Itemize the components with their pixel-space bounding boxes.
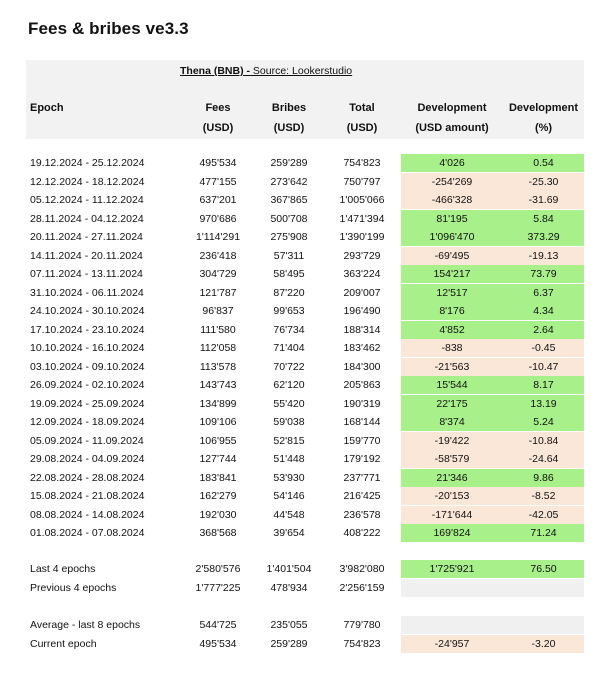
table-row — [26, 247, 584, 265]
header-dev-amount-line2: (USD amount) — [415, 122, 489, 134]
epoch-cell: 19.12.2024 - 25.12.2024 — [30, 157, 145, 169]
fees-cell: 111'580 — [200, 323, 236, 336]
total-cell: 205'863 — [343, 379, 381, 391]
dev-amount-cell: 21'346 — [401, 469, 503, 487]
table-row — [26, 524, 584, 542]
total-cell: 190'319 — [343, 397, 381, 410]
dev-pct-cell: -19.13 — [503, 247, 584, 265]
epoch-cell: 29.08.2024 - 04.09.2024 — [30, 453, 145, 465]
fees-cell: 637'201 — [199, 194, 237, 206]
source-text: Source: Lookerstudio — [250, 65, 353, 77]
fees-cell: 121'787 — [199, 286, 237, 299]
bribes-cell: 99'653 — [273, 305, 305, 317]
bribes-cell: 87'220 — [273, 286, 305, 299]
total-cell: 159'770 — [343, 434, 381, 447]
epoch-cell: Last 4 epochs — [30, 563, 96, 575]
total-cell: 2'256'159 — [339, 582, 385, 594]
dev-pct-cell: 0.54 — [503, 154, 584, 172]
epoch-cell: 26.09.2024 - 02.10.2024 — [30, 379, 145, 391]
epoch-cell: Average - last 8 epochs — [30, 619, 141, 631]
dev-amount-cell — [401, 616, 503, 634]
bribes-cell: 259'289 — [270, 638, 308, 650]
total-cell: 1'390'199 — [339, 231, 385, 243]
epoch-cell: 12.09.2024 - 18.09.2024 — [30, 416, 145, 428]
dev-pct-cell: 5.84 — [503, 210, 584, 228]
dev-amount-cell: -24'957 — [401, 635, 503, 653]
dev-pct-cell: 71.24 — [503, 524, 584, 542]
dev-amount-cell — [401, 579, 503, 597]
dev-amount-cell: 15'544 — [401, 376, 503, 394]
fees-cell: 143'743 — [199, 379, 237, 391]
total-cell: 209'007 — [343, 286, 381, 299]
dev-amount-cell: -171'644 — [401, 506, 503, 524]
fees-cell: 112'058 — [199, 342, 237, 354]
fees-cell: 544'725 — [199, 619, 237, 631]
epoch-cell: 15.08.2024 - 21.08.2024 — [30, 490, 145, 502]
bribes-cell: 273'642 — [270, 175, 308, 188]
table-row — [26, 173, 584, 191]
dev-pct-cell: 373.29 — [503, 228, 584, 246]
dev-pct-cell: -0.45 — [503, 339, 584, 357]
epoch-cell: 07.11.2024 - 13.11.2024 — [30, 268, 143, 280]
dev-amount-cell: -254'269 — [401, 173, 503, 191]
epoch-cell: 19.09.2024 - 25.09.2024 — [30, 397, 145, 410]
dev-amount-cell: -21'563 — [401, 358, 503, 376]
fees-cell: 113'578 — [199, 360, 237, 373]
total-cell: 236'578 — [343, 508, 381, 521]
fees-cell: 127'744 — [199, 453, 237, 465]
dev-pct-cell: -10.47 — [503, 358, 584, 376]
total-cell: 363'224 — [343, 268, 381, 280]
epoch-cell: 12.12.2024 - 18.12.2024 — [30, 175, 145, 188]
table-row — [26, 395, 584, 413]
fees-cell: 495'534 — [199, 638, 237, 650]
fees-cell: 162'279 — [199, 490, 237, 502]
epoch-cell: 03.10.2024 - 09.10.2024 — [30, 360, 145, 373]
total-cell: 168'144 — [343, 416, 381, 428]
dev-amount-cell: -466'328 — [401, 191, 503, 209]
dev-amount-cell: -58'579 — [401, 450, 503, 468]
bribes-cell: 57'311 — [273, 249, 305, 262]
total-cell: 237'771 — [343, 471, 381, 484]
header-epoch: Epoch — [30, 102, 64, 114]
bribes-cell: 76'734 — [273, 323, 305, 336]
table-row — [26, 487, 584, 505]
table-row — [26, 339, 584, 357]
epoch-cell: 20.11.2024 - 27.11.2024 — [30, 231, 143, 243]
fees-cell: 1'777'225 — [195, 582, 241, 594]
header-total-line1: Total — [349, 102, 375, 114]
dev-amount-cell: 1'725'921 — [401, 560, 503, 578]
averages-row — [26, 616, 584, 634]
table-row — [26, 284, 584, 302]
epoch-cell: 28.11.2024 - 04.12.2024 — [30, 212, 144, 225]
dev-amount-cell: 8'176 — [401, 302, 503, 320]
total-cell: 184'300 — [343, 360, 381, 373]
summary-row — [26, 579, 584, 597]
dev-pct-cell — [503, 616, 584, 634]
epoch-cell: Previous 4 epochs — [30, 582, 117, 594]
dev-amount-cell: 4'026 — [401, 154, 503, 172]
table-row — [26, 432, 584, 450]
bribes-cell: 53'930 — [273, 471, 305, 484]
total-cell: 216'425 — [343, 490, 381, 502]
dev-amount-cell: -20'153 — [401, 487, 503, 505]
dev-pct-cell: -31.69 — [503, 191, 584, 209]
source-platform: Thena (BNB) - — [180, 65, 250, 77]
fees-cell: 109'106 — [199, 416, 237, 428]
table-row — [26, 302, 584, 320]
bribes-cell: 44'548 — [273, 508, 305, 521]
dev-amount-cell: 169'824 — [401, 524, 503, 542]
table-row — [26, 210, 584, 228]
total-cell: 754'823 — [343, 638, 381, 650]
epoch-cell: 31.10.2024 - 06.11.2024 — [30, 286, 144, 299]
total-cell: 179'192 — [343, 453, 381, 465]
dev-pct-cell: 4.34 — [503, 302, 584, 320]
bribes-cell: 62'120 — [273, 379, 305, 391]
table-row — [26, 265, 584, 283]
dev-pct-cell: 6.37 — [503, 284, 584, 302]
table-row — [26, 228, 584, 246]
dev-pct-cell: -8.52 — [503, 487, 584, 505]
dev-amount-cell: 154'217 — [401, 265, 503, 283]
header-dev-pct — [503, 98, 584, 138]
epoch-cell: Current epoch — [30, 638, 97, 650]
fees-cell: 183'841 — [199, 471, 237, 484]
table-row — [26, 376, 584, 394]
dev-pct-cell — [503, 579, 584, 597]
fees-cell: 970'686 — [199, 212, 237, 225]
header-fees-line2: (USD) — [202, 122, 234, 134]
summary-row — [26, 560, 584, 578]
dev-pct-cell: -25.30 — [503, 173, 584, 191]
total-cell: 183'462 — [343, 342, 381, 354]
dev-amount-cell: 8'374 — [401, 413, 503, 431]
fees-cell: 106'955 — [199, 434, 237, 447]
fees-cell: 477'155 — [199, 175, 237, 188]
bribes-cell: 54'146 — [273, 490, 305, 502]
total-cell: 779'780 — [343, 619, 381, 631]
header-dev-amount — [401, 98, 503, 138]
averages-row — [26, 635, 584, 653]
header-total — [322, 98, 402, 138]
bribes-cell: 1'401'504 — [266, 563, 312, 575]
bribes-cell: 59'038 — [273, 416, 305, 428]
dev-amount-cell: -838 — [401, 339, 503, 357]
total-cell: 1'471'394 — [339, 212, 385, 225]
bribes-cell: 71'404 — [273, 342, 305, 354]
bribes-cell: 58'495 — [273, 268, 305, 280]
table-row — [26, 358, 584, 376]
dev-amount-cell: -19'422 — [401, 432, 503, 450]
bribes-cell: 51'448 — [273, 453, 305, 465]
page-title: Fees & bribes ve3.3 — [28, 19, 189, 38]
dev-amount-cell: 12'517 — [401, 284, 503, 302]
dev-pct-cell: -10.84 — [503, 432, 584, 450]
table-row — [26, 450, 584, 468]
table-row — [26, 506, 584, 524]
epoch-cell: 24.10.2024 - 30.10.2024 — [30, 305, 145, 317]
fees-cell: 96'837 — [202, 305, 234, 317]
table-row — [26, 413, 584, 431]
table-row — [26, 321, 584, 339]
epoch-cell: 17.10.2024 - 23.10.2024 — [30, 323, 145, 336]
table-row — [26, 469, 584, 487]
header-total-line2: (USD) — [346, 122, 378, 134]
fees-cell: 1'114'291 — [195, 231, 241, 243]
total-cell: 754'823 — [343, 157, 381, 169]
table-row — [26, 191, 584, 209]
bribes-cell: 70'722 — [273, 360, 305, 373]
bribes-cell: 367'865 — [270, 194, 308, 206]
epoch-cell: 05.09.2024 - 11.09.2024 — [30, 434, 144, 447]
dev-pct-cell: 13.19 — [503, 395, 584, 413]
total-cell: 188'314 — [343, 323, 381, 336]
bribes-cell: 235'055 — [270, 619, 308, 631]
fees-cell: 236'418 — [199, 249, 237, 262]
fees-cell: 192'030 — [199, 508, 237, 521]
epoch-cell: 14.11.2024 - 20.11.2024 — [30, 249, 143, 262]
bribes-cell: 500'708 — [270, 212, 308, 225]
dev-amount-cell: -69'495 — [401, 247, 503, 265]
dev-amount-cell: 1'096'470 — [401, 228, 503, 246]
table-row — [26, 154, 584, 172]
bribes-cell: 55'420 — [273, 397, 305, 410]
header-bribes-line2: (USD) — [273, 122, 305, 134]
dev-pct-cell: -24.64 — [503, 450, 584, 468]
header-dev-pct-line2: (%) — [534, 122, 553, 134]
dev-pct-cell: 76.50 — [503, 560, 584, 578]
header-fees-line1: Fees — [205, 102, 231, 114]
source-line — [180, 65, 352, 77]
epoch-cell: 01.08.2024 - 07.08.2024 — [30, 527, 145, 539]
dev-pct-cell: 2.64 — [503, 321, 584, 339]
fees-cell: 368'568 — [199, 527, 237, 539]
header-bribes — [249, 98, 329, 138]
header-dev-pct-line1: Development — [508, 102, 579, 114]
dev-amount-cell: 22'175 — [401, 395, 503, 413]
header-bribes-line1: Bribes — [271, 102, 307, 114]
dev-pct-cell: -42.05 — [503, 506, 584, 524]
dev-pct-cell: 8.17 — [503, 376, 584, 394]
dev-pct-cell: 73.79 — [503, 265, 584, 283]
epoch-cell: 05.12.2024 - 11.12.2024 — [30, 194, 144, 206]
bribes-cell: 259'289 — [270, 157, 308, 169]
fees-cell: 134'899 — [199, 397, 237, 410]
total-cell: 1'005'066 — [339, 194, 385, 206]
fees-cell: 304'729 — [199, 268, 237, 280]
bribes-cell: 275'908 — [270, 231, 308, 243]
total-cell: 408'222 — [343, 527, 381, 539]
dev-pct-cell: 9.86 — [503, 469, 584, 487]
epoch-cell: 22.08.2024 - 28.08.2024 — [30, 471, 145, 484]
dev-pct-cell: -3.20 — [503, 635, 584, 653]
dev-pct-cell: 5.24 — [503, 413, 584, 431]
dev-amount-cell: 4'852 — [401, 321, 503, 339]
epoch-cell: 08.08.2024 - 14.08.2024 — [30, 508, 145, 521]
bribes-cell: 39'654 — [273, 527, 305, 539]
fees-cell: 495'534 — [199, 157, 237, 169]
total-cell: 196'490 — [343, 305, 381, 317]
fees-cell: 2'580'576 — [195, 563, 241, 575]
header-dev-amount-line1: Development — [417, 102, 487, 114]
dev-amount-cell: 81'195 — [401, 210, 503, 228]
bribes-cell: 52'815 — [273, 434, 305, 447]
bribes-cell: 478'934 — [270, 582, 308, 594]
total-cell: 3'982'080 — [339, 563, 385, 575]
header-fees — [178, 98, 258, 138]
epoch-cell: 10.10.2024 - 16.10.2024 — [30, 342, 145, 354]
total-cell: 750'797 — [343, 175, 381, 188]
total-cell: 293'729 — [343, 249, 381, 262]
